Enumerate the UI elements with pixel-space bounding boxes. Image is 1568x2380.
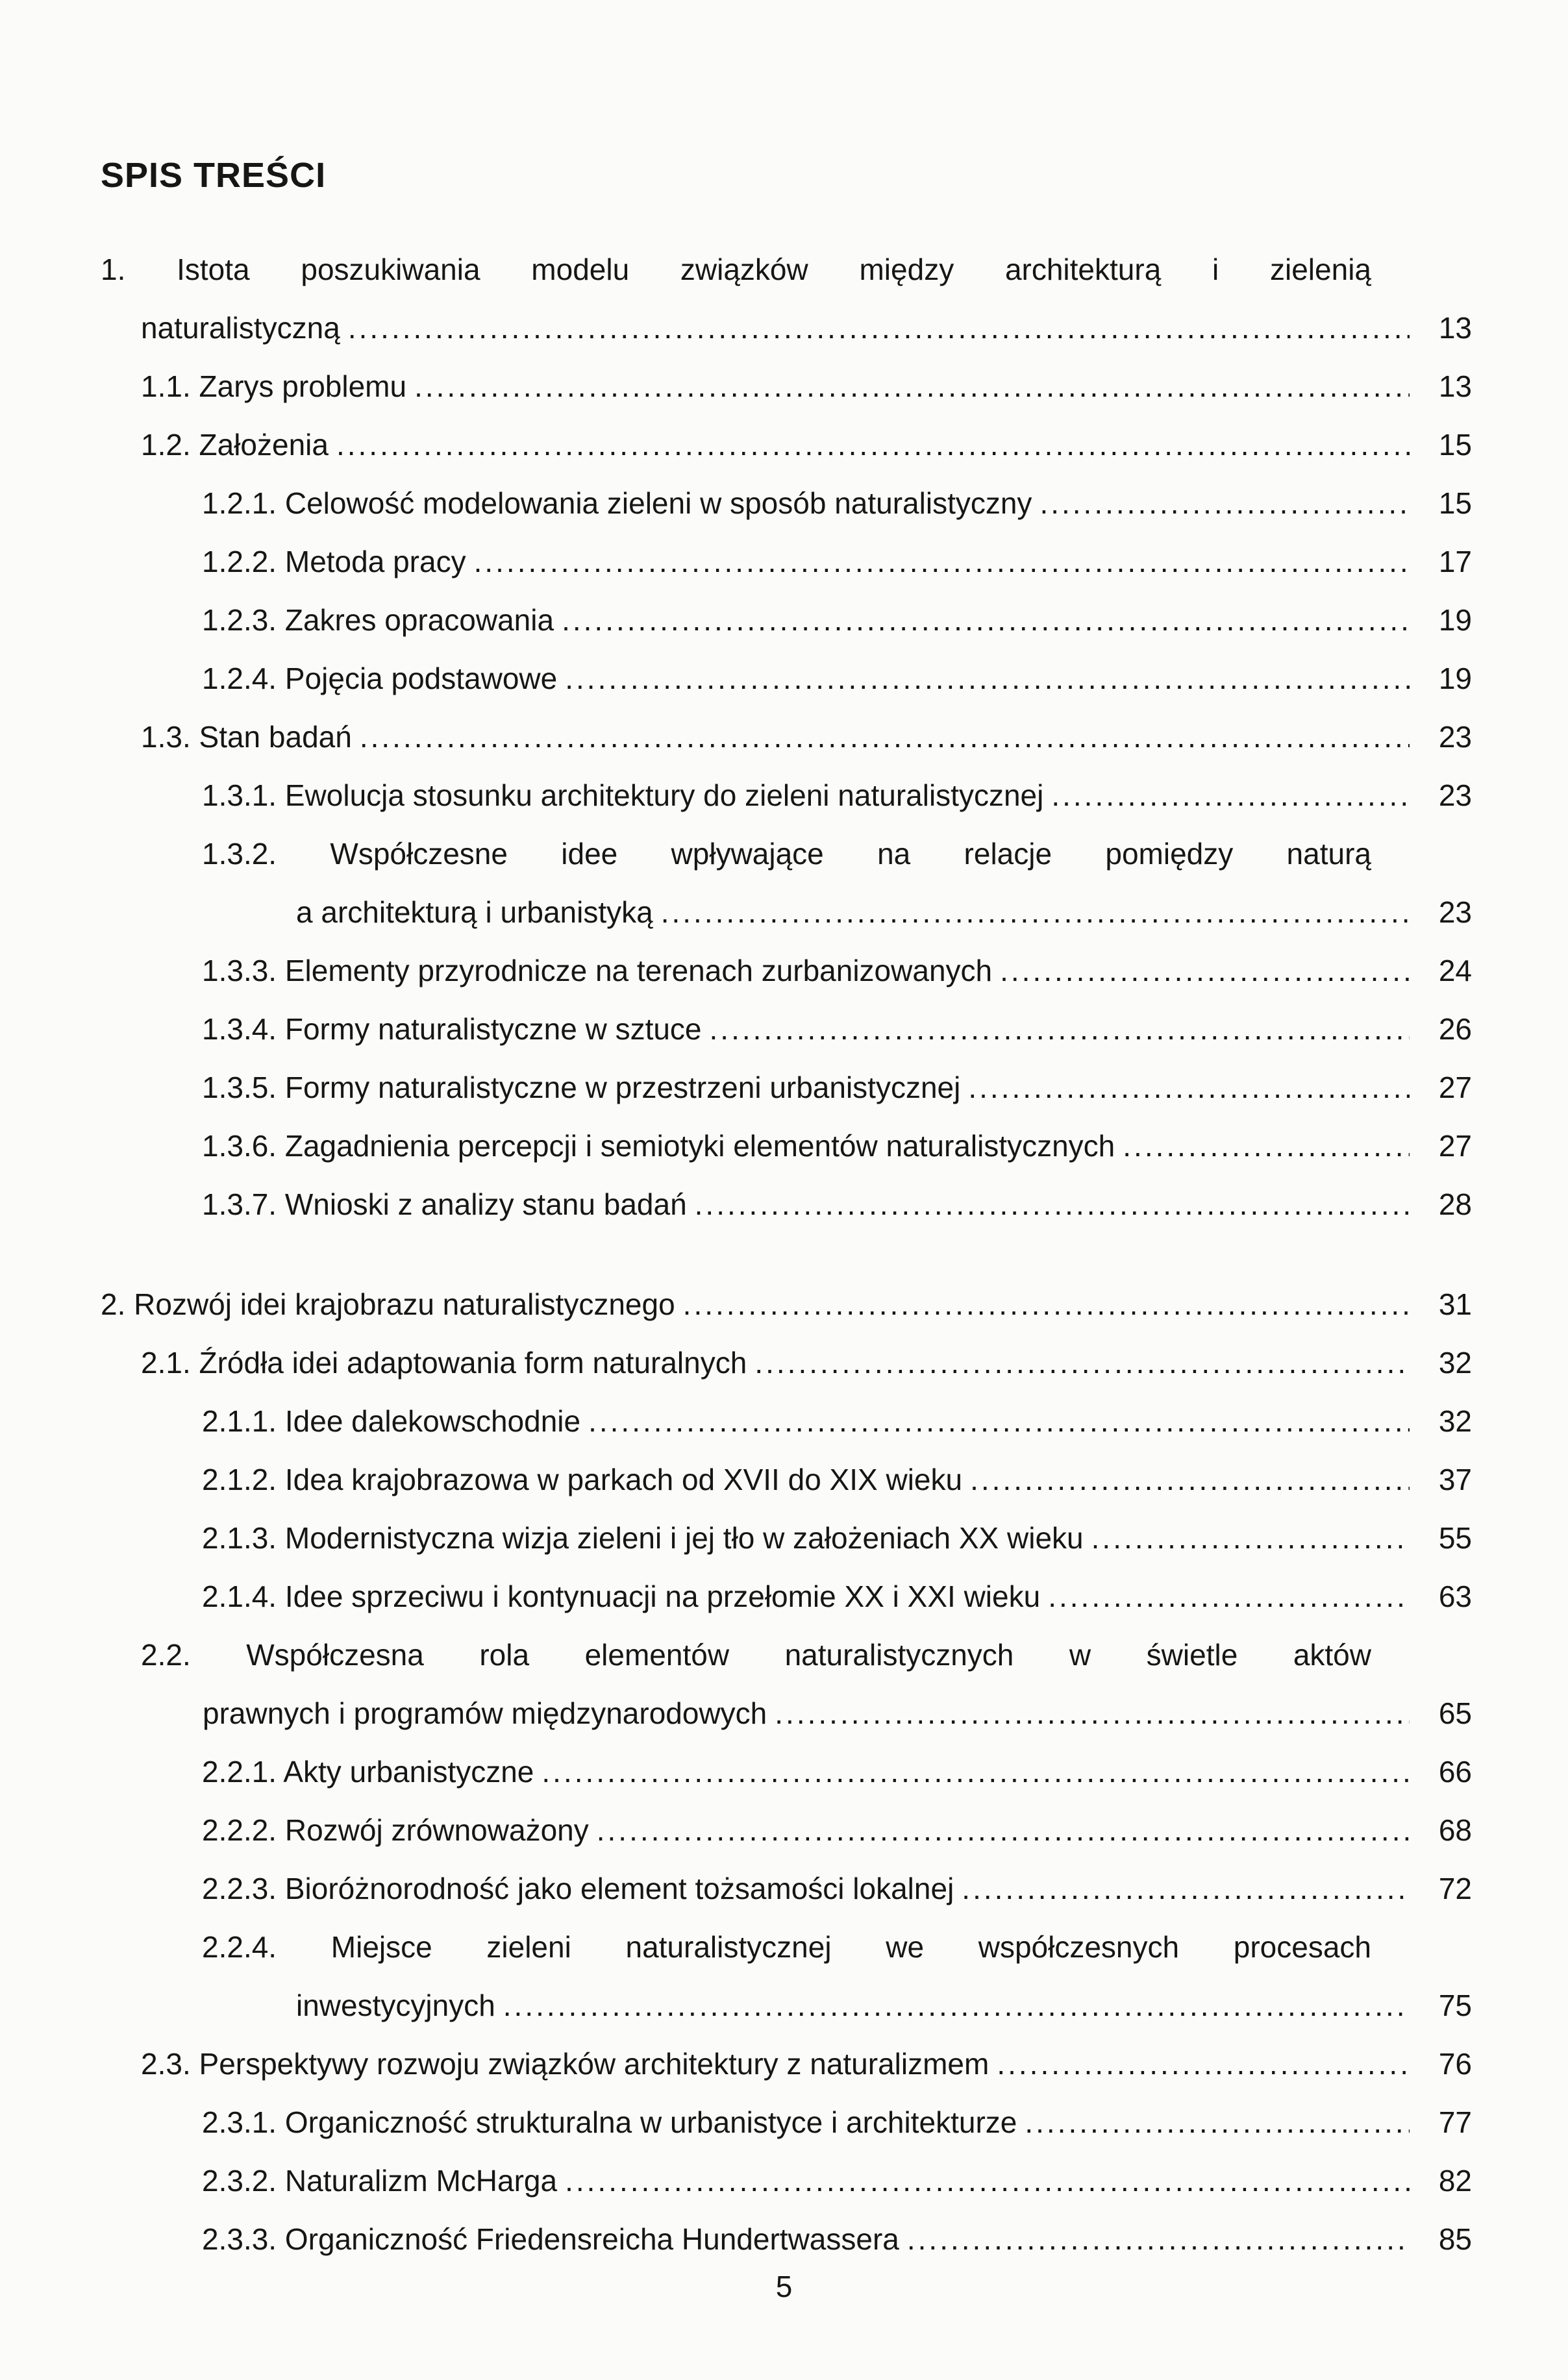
toc-page-number: 68	[1438, 1813, 1472, 1847]
toc-page-number: 27	[1438, 1129, 1472, 1163]
toc-entry-text: 2.2.4. Miejsce zieleni naturalistycznej we współczesnych procesach	[202, 1930, 1371, 1964]
toc-entry-text: 1.3.6. Zagadnienia percepcji i semiotyki elementów naturalistycznych	[202, 1129, 1115, 1163]
toc-page-number: 75	[1438, 1989, 1472, 2022]
dot-leader	[406, 357, 1410, 415]
toc-entry	[101, 240, 1472, 357]
toc-entry-text: 1.3.7. Wnioski z analizy stanu badań	[202, 1187, 687, 1221]
toc-line	[202, 1175, 1472, 1233]
toc-line	[141, 2035, 1472, 2093]
toc-entry-text: 2.2.2. Rozwój zrównoważony	[202, 1813, 589, 1847]
toc-entry	[141, 1333, 1472, 1392]
toc-entry-text: 2.1.4. Idee sprzeciwu i kontynuacji na przełomie XX i XXI wieku	[202, 1580, 1041, 1613]
toc-line	[202, 1450, 1472, 1509]
toc-entry-text: a architekturą i urbanistyką	[296, 895, 653, 929]
toc-page-number: 24	[1438, 954, 1472, 987]
page-number-footer: 5	[775, 2270, 793, 2303]
toc-line	[202, 1859, 1472, 1918]
dot-leader	[580, 1392, 1410, 1450]
toc-entry-text: 1.3.4. Formy naturalistyczne w sztuce	[202, 1012, 702, 1046]
toc-entry-text: naturalistyczną	[141, 311, 340, 345]
toc-entry-text: inwestycyjnych	[296, 1989, 495, 2022]
toc-line	[202, 883, 1472, 941]
toc-page-number: 15	[1438, 486, 1472, 520]
toc-entry	[202, 941, 1472, 1000]
toc-entry-text: 2.1.1. Idee dalekowschodnie	[202, 1404, 581, 1438]
toc-entry	[202, 1000, 1472, 1058]
dot-leader	[1017, 2093, 1410, 2151]
toc-entry	[202, 532, 1472, 591]
toc-entry-text: prawnych i programów międzynarodowych	[203, 1696, 767, 1730]
toc-entry	[202, 824, 1472, 941]
toc-entry-text: 2.1.3. Modernistyczna wizja zieleni i jej tło w założeniach XX wieku	[202, 1521, 1084, 1555]
dot-leader	[1115, 1117, 1410, 1175]
toc-entry	[202, 766, 1472, 824]
dot-leader	[899, 2210, 1410, 2268]
dot-leader	[1084, 1509, 1410, 1567]
toc-page-number: 85	[1438, 2222, 1472, 2256]
dot-leader	[992, 941, 1410, 1000]
toc-page-number: 23	[1438, 778, 1472, 812]
toc-entry	[202, 1859, 1472, 1918]
toc-entry	[202, 1450, 1472, 1509]
toc-line	[141, 1684, 1472, 1742]
toc-entry-text: 1.3.5. Formy naturalistyczne w przestrzeni urbanistycznej	[202, 1071, 961, 1104]
toc-page-number: 55	[1438, 1521, 1472, 1555]
toc-entry-text: 2.2. Współczesna rola elementów naturalistycznych w świetle aktów	[141, 1638, 1371, 1672]
toc-entry-text: 1.2.4. Pojęcia podstawowe	[202, 662, 558, 695]
dot-leader	[954, 1859, 1410, 1918]
toc-entry-text: 2.3.1. Organiczność strukturalna w urbanistyce i architekturze	[202, 2105, 1017, 2139]
toc-entry-text: 1. Istota poszukiwania modelu związków między architekturą i zielenią	[101, 253, 1371, 286]
dot-leader	[675, 1275, 1410, 1333]
toc-line	[202, 1976, 1472, 2035]
toc-entry	[202, 474, 1472, 532]
toc-line	[202, 1567, 1472, 1626]
toc-page-number: 65	[1438, 1696, 1472, 1730]
toc-page-number: 37	[1438, 1463, 1472, 1496]
toc-line	[202, 1392, 1472, 1450]
toc-entry-text: 1.3.1. Ewolucja stosunku architektury do zieleni naturalistycznej	[202, 778, 1044, 812]
dot-leader	[702, 1000, 1410, 1058]
toc-page-number: 76	[1438, 2047, 1472, 2081]
toc-page-number: 13	[1438, 369, 1472, 403]
toc-line	[202, 1000, 1472, 1058]
dot-leader	[554, 591, 1410, 649]
toc-line	[202, 766, 1472, 824]
toc-list	[101, 240, 1472, 2268]
dot-leader	[989, 2035, 1410, 2093]
toc-entry	[101, 1275, 1472, 1333]
toc-entry	[202, 1801, 1472, 1859]
toc-entry	[141, 1626, 1472, 1742]
toc-entry-text: 2.3.3. Organiczność Friedensreicha Hundertwassera	[202, 2222, 899, 2256]
toc-entry-text: 2.2.3. Bioróżnorodność jako element tożsamości lokalnej	[202, 1872, 954, 1905]
toc-entry-text: 2.2.1. Akty urbanistyczne	[202, 1755, 534, 1789]
toc-page-number: 72	[1438, 1872, 1472, 1905]
toc-entry	[202, 1918, 1472, 2035]
toc-entry-text: 2.1. Źródła idei adaptowania form naturalnych	[141, 1346, 747, 1380]
dot-leader	[589, 1801, 1410, 1859]
dot-leader	[557, 2151, 1410, 2210]
dot-leader	[557, 649, 1410, 708]
toc-entry	[202, 2151, 1472, 2210]
toc-line	[202, 1801, 1472, 1859]
dot-leader	[534, 1742, 1410, 1801]
toc-entry-text: 1.2.2. Metoda pracy	[202, 545, 466, 578]
toc-entry	[202, 591, 1472, 649]
toc-entry	[202, 2210, 1472, 2268]
toc-line	[141, 1333, 1472, 1392]
toc-entry-text: 2.1.2. Idea krajobrazowa w parkach od XVII do XIX wieku	[202, 1463, 963, 1496]
dot-leader	[962, 1450, 1410, 1509]
toc-entry-text: 1.3.2. Współczesne idee wpływające na relacje pomiędzy naturą	[202, 837, 1371, 871]
toc-line	[202, 2210, 1472, 2268]
dot-leader	[1032, 474, 1410, 532]
dot-leader	[1040, 1567, 1410, 1626]
dot-leader	[340, 299, 1410, 357]
toc-line	[202, 591, 1472, 649]
toc-page-number: 23	[1438, 720, 1472, 754]
toc-page-number: 15	[1438, 428, 1472, 462]
toc-entry	[202, 1117, 1472, 1175]
toc-entry	[202, 1392, 1472, 1450]
toc-line	[202, 532, 1472, 591]
toc-line	[202, 1509, 1472, 1567]
toc-page-number: 32	[1438, 1346, 1472, 1380]
dot-leader	[495, 1976, 1410, 2035]
toc-entry-text: 1.3.3. Elementy przyrodnicze na terenach zurbanizowanych	[202, 954, 993, 987]
toc-entry	[141, 357, 1472, 415]
toc-line	[141, 708, 1472, 766]
toc-entry	[141, 415, 1472, 474]
toc-entry	[202, 649, 1472, 708]
toc-line	[202, 941, 1472, 1000]
toc-entry	[202, 1175, 1472, 1233]
page-title: SPIS TREŚCI	[101, 156, 327, 195]
toc-line	[101, 299, 1472, 357]
dot-leader	[352, 708, 1410, 766]
toc-entry	[202, 1567, 1472, 1626]
toc-page-number: 77	[1438, 2105, 1472, 2139]
toc-entry-text: 1.1. Zarys problemu	[141, 369, 407, 403]
toc-line	[202, 1058, 1472, 1117]
toc-page-number: 31	[1438, 1287, 1472, 1321]
toc-page-number: 66	[1438, 1755, 1472, 1789]
toc-line	[202, 2151, 1472, 2210]
toc-content	[101, 156, 1472, 2268]
dot-leader	[767, 1684, 1410, 1742]
toc-page-number: 19	[1438, 603, 1472, 637]
toc-line	[141, 357, 1472, 415]
toc-line	[101, 1275, 1472, 1333]
toc-page-number: 19	[1438, 662, 1472, 695]
toc-line	[202, 2093, 1472, 2151]
toc-entry-text: 2.3. Perspektywy rozwoju związków architektury z naturalizmem	[141, 2047, 989, 2081]
toc-entry	[202, 1509, 1472, 1567]
toc-entry	[202, 2093, 1472, 2151]
toc-page-number: 13	[1438, 311, 1472, 345]
toc-line	[202, 1742, 1472, 1801]
toc-entry	[141, 2035, 1472, 2093]
toc-entry-text: 1.3. Stan badań	[141, 720, 352, 754]
toc-line	[101, 240, 1472, 299]
toc-entry-text: 2.3.2. Naturalizm McHarga	[202, 2164, 558, 2198]
toc-page-number: 82	[1438, 2164, 1472, 2198]
dot-leader	[653, 883, 1410, 941]
dot-leader	[1043, 766, 1410, 824]
toc-page-number: 23	[1438, 895, 1472, 929]
dot-leader	[747, 1333, 1410, 1392]
toc-entry	[202, 1058, 1472, 1117]
toc-page-number: 28	[1438, 1187, 1472, 1221]
dot-leader	[687, 1175, 1410, 1233]
toc-entry-text: 1.2.3. Zakres opracowania	[202, 603, 554, 637]
toc-page-number: 63	[1438, 1580, 1472, 1613]
toc-entry-text: 1.2.1. Celowość modelowania zieleni w sposób naturalistyczny	[202, 486, 1032, 520]
dot-leader	[960, 1058, 1410, 1117]
toc-page-number: 27	[1438, 1071, 1472, 1104]
toc-entry-text: 2. Rozwój idei krajobrazu naturalistycznego	[101, 1287, 675, 1321]
toc-line	[202, 649, 1472, 708]
dot-leader	[466, 532, 1410, 591]
toc-line	[202, 1117, 1472, 1175]
toc-entry	[202, 1742, 1472, 1801]
toc-line	[202, 1918, 1472, 1976]
toc-line	[202, 824, 1472, 883]
toc-line	[141, 415, 1472, 474]
toc-page-number: 26	[1438, 1012, 1472, 1046]
toc-entry	[141, 708, 1472, 766]
toc-page-number: 17	[1438, 545, 1472, 578]
toc-entry-text: 1.2. Założenia	[141, 428, 329, 462]
toc-line	[141, 1626, 1472, 1684]
toc-page-number: 32	[1438, 1404, 1472, 1438]
toc-line	[202, 474, 1472, 532]
dot-leader	[329, 415, 1410, 474]
